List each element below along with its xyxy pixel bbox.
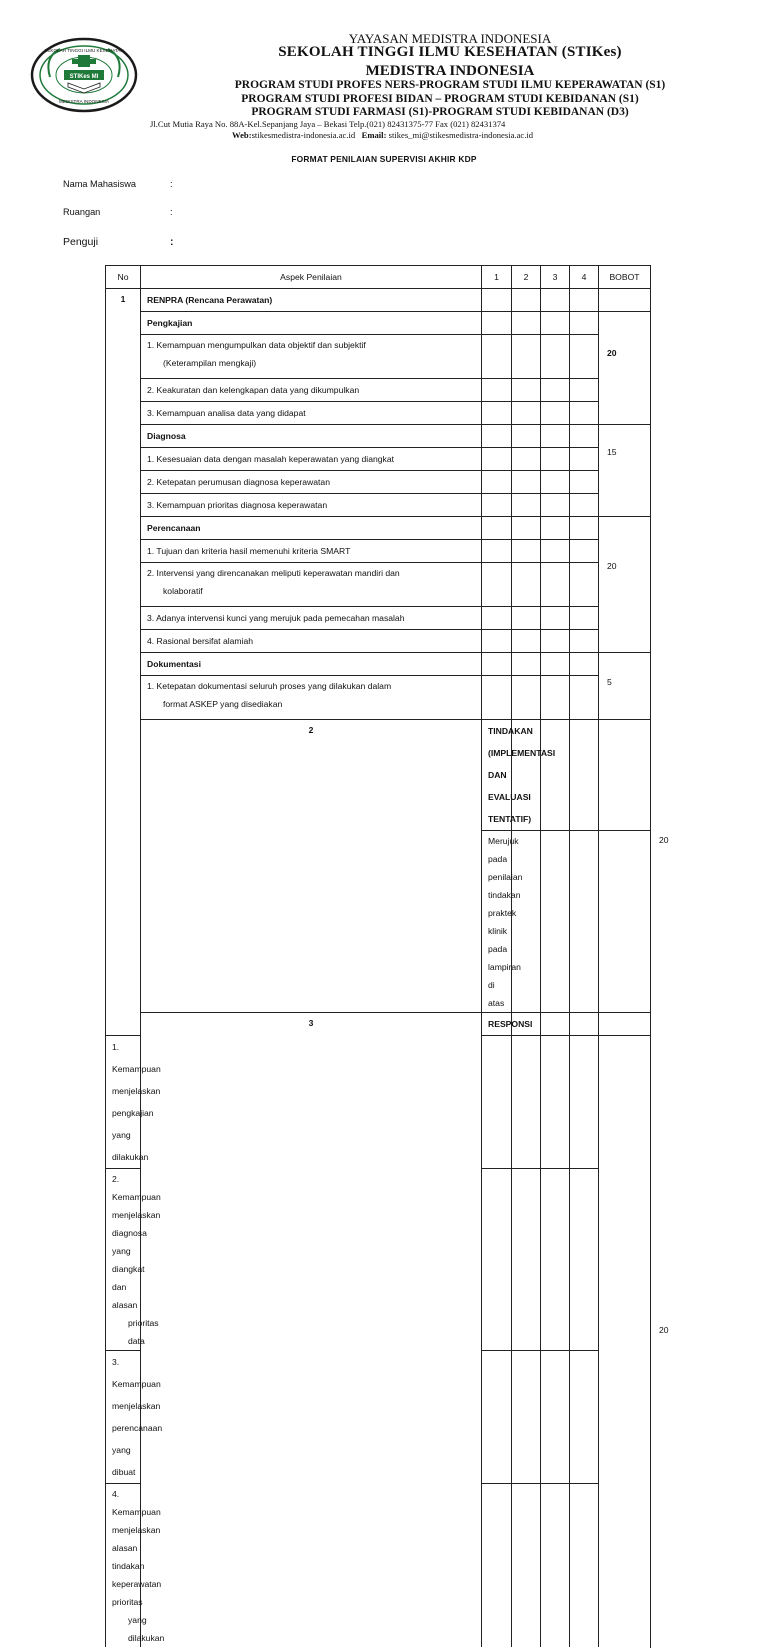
table-header-row: [106, 266, 651, 289]
score-cell[interactable]: [570, 607, 599, 630]
score-cell[interactable]: [570, 630, 599, 653]
score-cell[interactable]: [541, 425, 570, 448]
table-row: [106, 425, 651, 448]
score-cell[interactable]: [482, 425, 512, 448]
score-cell[interactable]: [541, 1169, 570, 1351]
header-no: No: [106, 266, 141, 289]
header-score-2: 2: [512, 266, 541, 289]
score-cell[interactable]: [570, 402, 599, 425]
score-cell[interactable]: [512, 379, 541, 402]
score-cell[interactable]: [541, 312, 570, 335]
web-link[interactable]: stikesmedistra-indonesia.ac.id: [251, 130, 356, 140]
field-label-ruangan: Ruangan: [63, 207, 101, 217]
score-cell[interactable]: [541, 448, 570, 471]
score-cell[interactable]: [570, 448, 599, 471]
score-cell[interactable]: [512, 607, 541, 630]
table-row: [106, 607, 651, 630]
bobot-pengkajian: 20: [599, 312, 651, 425]
aspek-item: 2. Ketepatan perumusan diagnosa keperawatan: [141, 471, 482, 494]
score-cell[interactable]: [570, 289, 599, 312]
table-row: [106, 540, 651, 563]
score-cell[interactable]: [541, 630, 570, 653]
score-cell[interactable]: [570, 1036, 599, 1169]
item-text: 1. Kemampuan mengumpulkan data objektif dan subjektif: [147, 340, 366, 350]
table-row: [106, 720, 651, 831]
score-cell[interactable]: [570, 379, 599, 402]
school-name: SEKOLAH TINGGI ILMU KESEHATAN (STIKes): [278, 44, 622, 60]
school-subname: MEDISTRA INDONESIA: [365, 63, 535, 79]
score-cell[interactable]: [541, 1351, 570, 1484]
score-cell[interactable]: [512, 289, 541, 312]
program-line-3: PROGRAM STUDI FARMASI (S1)-PROGRAM STUDI KEBIDANAN (D3): [251, 106, 629, 118]
email-label: Email:: [361, 130, 387, 140]
score-cell[interactable]: [512, 425, 541, 448]
score-cell[interactable]: [570, 1169, 599, 1351]
row-number-2: 2: [141, 720, 482, 1013]
score-cell[interactable]: [541, 540, 570, 563]
table-row: [106, 517, 651, 540]
item-text: 2. Intervensi yang direncanakan meliputi keperawatan mandiri dan: [147, 568, 400, 578]
score-cell[interactable]: [541, 831, 570, 1013]
assessment-table: [105, 265, 669, 1648]
item-text: 1. Ketepatan dokumentasi seluruh proses yang dilakukan dalam: [147, 681, 392, 691]
score-cell[interactable]: [512, 1351, 541, 1484]
score-cell[interactable]: [541, 1013, 570, 1036]
score-cell[interactable]: [512, 563, 541, 607]
score-cell[interactable]: [482, 540, 512, 563]
aspek-item: 3. Kemampuan menjelaskan perencanaan yang dibuat: [106, 1351, 141, 1484]
score-cell[interactable]: [482, 402, 512, 425]
score-cell[interactable]: [482, 607, 512, 630]
score-cell[interactable]: [482, 1169, 512, 1351]
web-label: Web:: [232, 130, 252, 140]
score-cell[interactable]: [541, 289, 570, 312]
subsection-diagnosa: Diagnosa: [141, 425, 482, 448]
score-cell[interactable]: [570, 335, 599, 379]
score-cell[interactable]: [482, 494, 512, 517]
aspek-item: [482, 831, 523, 1013]
aspek-item: [141, 335, 482, 379]
score-cell[interactable]: [482, 335, 512, 379]
score-cell[interactable]: [570, 1351, 599, 1484]
score-cell[interactable]: [512, 1169, 541, 1351]
table-row: 3 RESPONSI 20: [106, 1013, 651, 1036]
table-row: [106, 448, 651, 471]
score-cell[interactable]: [541, 402, 570, 425]
score-cell[interactable]: [541, 335, 570, 379]
aspek-item: 3. Adanya intervensi kunci yang merujuk pada pemecahan masalah: [141, 607, 482, 630]
aspek-item: 4. Rasional bersifat alamiah: [141, 630, 482, 653]
score-cell[interactable]: [512, 335, 541, 379]
score-cell[interactable]: [482, 630, 512, 653]
score-cell[interactable]: [512, 402, 541, 425]
subsection-dokumentasi: Dokumentasi: [141, 653, 482, 676]
score-cell[interactable]: [482, 448, 512, 471]
score-cell[interactable]: [570, 312, 599, 335]
item-text: Merujuk pada penilaian tindakan praktek klinik pada lampiran di: [488, 836, 523, 990]
score-cell[interactable]: [570, 653, 599, 676]
table-row: [106, 630, 651, 653]
section-title-renpra: RENPRA (Rencana Perawatan): [141, 289, 482, 312]
item-text-cont: kolaboratif: [163, 586, 203, 596]
institution-logo: [30, 37, 138, 113]
field-colon-nama: :: [170, 179, 173, 189]
item-text-cont: format ASKEP yang disediakan: [163, 699, 283, 709]
foundation-name: YAYASAN MEDISTRA INDONESIA: [348, 31, 552, 46]
aspek-item: 1. Kemampuan menjelaskan pengkajian yang dilakukan: [106, 1036, 141, 1169]
row-number-3: 3: [141, 1013, 482, 1648]
aspek-item: [141, 676, 482, 720]
aspek-item: 3. Kemampuan prioritas diagnosa keperawatan: [141, 494, 482, 517]
score-cell[interactable]: [599, 1013, 651, 1036]
score-cell[interactable]: [512, 630, 541, 653]
row-number-1: 1: [106, 289, 141, 1036]
logo-center-text: STIKes MI: [69, 74, 99, 80]
score-cell[interactable]: [512, 1036, 541, 1169]
table-row: [106, 653, 651, 676]
bobot-cell: [599, 289, 651, 312]
header-score-1: 1: [482, 266, 512, 289]
score-cell[interactable]: [541, 471, 570, 494]
aspek-item: 2. Keakuratan dan kelengkapan data yang dikumpulkan: [141, 379, 482, 402]
score-cell[interactable]: [570, 563, 599, 607]
field-label-penguji: Penguji: [63, 236, 99, 248]
score-cell[interactable]: [512, 676, 541, 720]
field-label-nama: Nama Mahasiswa: [63, 179, 137, 189]
subsection-perencanaan: Perencanaan: [141, 517, 482, 540]
score-cell[interactable]: [482, 289, 512, 312]
score-cell[interactable]: [570, 1013, 599, 1036]
score-cell[interactable]: [541, 494, 570, 517]
aspek-item: [141, 563, 482, 607]
score-cell[interactable]: [541, 517, 570, 540]
score-cell[interactable]: [541, 379, 570, 402]
score-cell[interactable]: [541, 607, 570, 630]
score-cell[interactable]: [482, 1351, 512, 1484]
logo-ring-bottom: MEDISTRA INDONESIA: [58, 99, 110, 104]
score-cell[interactable]: [482, 312, 512, 335]
header-score-4: 4: [570, 266, 599, 289]
subsection-pengkajian: Pengkajian: [141, 312, 482, 335]
table-row: [106, 494, 651, 517]
score-cell[interactable]: [541, 720, 570, 831]
score-cell[interactable]: [482, 653, 512, 676]
email-link[interactable]: stikes_mi@stikesmedistra-indonesia.ac.id: [388, 130, 534, 140]
score-cell[interactable]: [570, 676, 599, 720]
score-cell[interactable]: [570, 720, 599, 831]
form-title: FORMAT PENILAIAN SUPERVISI AKHIR KDP: [291, 154, 477, 164]
score-cell[interactable]: [541, 1484, 570, 1648]
bobot-diagnosa: 15: [599, 425, 651, 517]
item-text: 4. Kemampuan menjelaskan alasan tindakan keperawatan prioritas: [112, 1489, 162, 1607]
contact-line: [232, 130, 533, 140]
header-score-3: 3: [541, 266, 570, 289]
item-text: 2. Kemampuan menjelaskan diagnosa yang diangkat dan alasan: [112, 1174, 161, 1310]
score-cell[interactable]: [512, 517, 541, 540]
table-row: [106, 471, 651, 494]
table-row: [106, 563, 651, 607]
score-cell[interactable]: [482, 471, 512, 494]
table-row: Merujuk pada penilaian tindakan praktek klinik pada lampiran di atas 20: [106, 831, 651, 1013]
score-cell[interactable]: [482, 379, 512, 402]
score-cell[interactable]: [570, 540, 599, 563]
score-cell[interactable]: [570, 831, 599, 1013]
aspek-item: [106, 1169, 161, 1351]
score-cell[interactable]: [541, 1036, 570, 1169]
score-cell[interactable]: [541, 563, 570, 607]
score-cell[interactable]: [599, 720, 651, 831]
score-cell[interactable]: [482, 1036, 512, 1169]
score-cell[interactable]: [512, 653, 541, 676]
item-text-cont: (Keterampilan mengkaji): [163, 358, 257, 368]
item-text-cont: yang dilakukan: [128, 1615, 165, 1643]
score-cell[interactable]: [570, 425, 599, 448]
score-cell[interactable]: [599, 831, 651, 1013]
score-cell[interactable]: [512, 494, 541, 517]
score-cell[interactable]: [541, 676, 570, 720]
table-row: [106, 676, 651, 720]
score-cell[interactable]: [512, 312, 541, 335]
score-cell[interactable]: [482, 563, 512, 607]
score-cell[interactable]: [482, 517, 512, 540]
field-colon-ruangan: :: [170, 207, 173, 217]
field-colon-penguji: :: [170, 236, 174, 248]
address-line: Jl.Cut Mutia Raya No. 88A-Kel.Sepanjang Jaya – Bekasi Telp.(021) 82431375-77 Fax (021) 82431374: [150, 119, 506, 129]
score-cell[interactable]: [482, 676, 512, 720]
logo-ring-top: SEKOLAH TINGGI ILMU KESEHATAN: [44, 48, 124, 53]
program-line-2: PROGRAM STUDI PROFESI BIDAN – PROGRAM STUDI KEBIDANAN (S1): [241, 93, 639, 105]
score-cell[interactable]: [570, 517, 599, 540]
table-row: [106, 289, 651, 312]
item-text-cont: atas: [488, 998, 505, 1008]
score-cell[interactable]: [570, 1484, 599, 1648]
header-aspek: Aspek Penilaian: [141, 266, 482, 289]
header-bobot: BOBOT: [599, 266, 651, 289]
score-cell[interactable]: [482, 1484, 512, 1648]
table-row: [106, 335, 651, 379]
score-cell[interactable]: [512, 831, 541, 1013]
aspek-item: 1. Kesesuaian data dengan masalah keperawatan yang diangkat: [141, 448, 482, 471]
aspek-item: [106, 1484, 165, 1648]
table-row: [106, 402, 651, 425]
table-row: [106, 379, 651, 402]
score-cell[interactable]: [512, 1484, 541, 1648]
aspek-item: 3. Kemampuan analisa data yang didapat: [141, 402, 482, 425]
section-title-tindakan: TINDAKAN (IMPLEMENTASI DAN EVALUASI TENTATIF): [482, 720, 512, 831]
score-cell[interactable]: [541, 653, 570, 676]
aspek-item: 1. Tujuan dan kriteria hasil memenuhi kriteria SMART: [141, 540, 482, 563]
section-title-responsi: RESPONSI: [482, 1013, 512, 1036]
program-line-1: PROGRAM STUDI PROFES NERS-PROGRAM STUDI ILMU KEPERAWATAN (S1): [234, 79, 666, 91]
score-cell[interactable]: [570, 471, 599, 494]
score-cell[interactable]: [512, 540, 541, 563]
score-cell[interactable]: [512, 448, 541, 471]
bobot-perencanaan: 20: [599, 517, 651, 653]
table-row: [106, 312, 651, 335]
score-cell[interactable]: [570, 494, 599, 517]
item-text-cont: prioritas data: [128, 1318, 159, 1346]
bobot-dokumentasi: 5: [599, 653, 651, 720]
score-cell[interactable]: [512, 471, 541, 494]
